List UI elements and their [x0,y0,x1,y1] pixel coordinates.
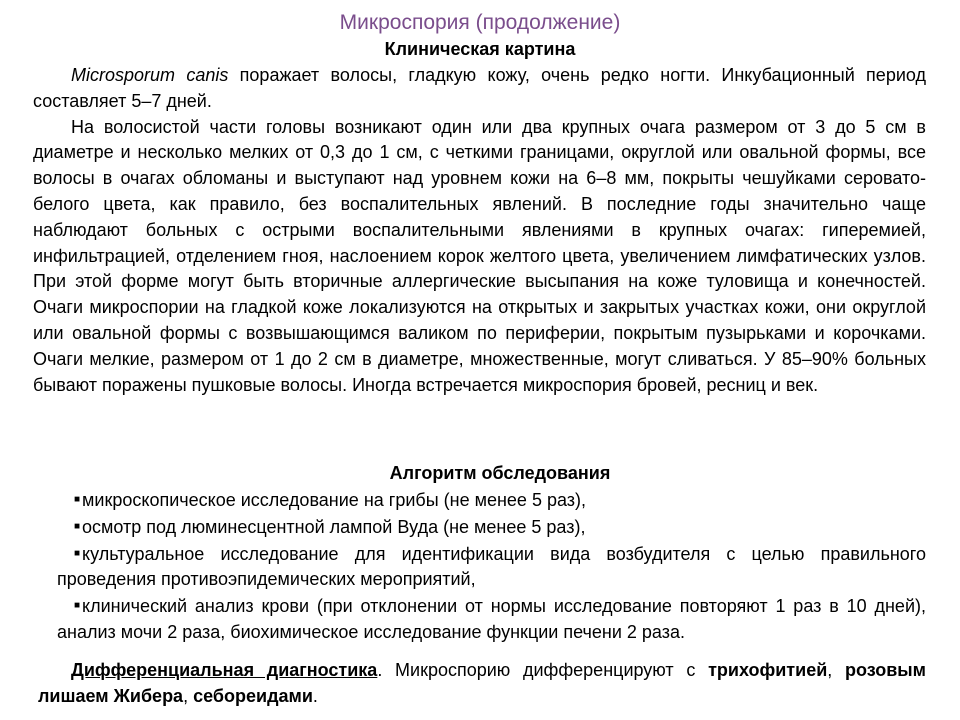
differential-diagnosis [38,657,926,709]
list-item-text: осмотр под люминесцентной лампой Вуда (не менее 5 раз), [82,516,586,537]
list-item-text: микроскопическое исследование на грибы (не менее 5 раз), [82,490,587,510]
list-item-text: клинический анализ крови (при отклонении от нормы исследование повторяют 1 раз в 10 дней), анализ мочи 2 раза, биохимическое исследование функции печени 2 раза. [57,596,926,642]
pathogen-name: Microsporum canis [71,65,229,85]
clinical-body [33,63,926,398]
list-item [57,514,926,541]
differential-text: . Микроспорию дифференцируют с [377,660,709,680]
clinical-paragraph-1-text: поражает волосы, гладкую кожу, очень редко ногти. Инкубационный период составляет 5–7 дней. [33,65,926,111]
differential-term-trichophytosis: трихофитией [708,660,828,680]
clinical-paragraph-1 [33,63,926,115]
list-item [57,593,926,646]
differential-end: . [312,686,318,706]
differential-term-seborrheids: себореидами [193,686,313,706]
algorithm-list [57,487,926,646]
square-bullet-icon: ■ [74,600,81,612]
square-bullet-icon: ■ [74,494,81,505]
differential-separator: , [827,660,845,680]
clinical-paragraph-2: На волосистой части головы возникают один или два крупных очага размером от 3 до 5 см в диаметре и несколько мелких от 0,3 до 1 см, с четкими границами, округлой или овальной формы, все волосы в очагах обломаны и выступают над уровнем кожи на 6–8 мм, покрыты чешуйками серовато-белого цвета, как правило, без воспалительных явлений. В последние годы значительно чаще наблюдают больных с острыми воспалительными явлениями в крупных очагах: гиперемией, инфильтрацией, отделением гноя, наслоением корок желтого цвета, увеличением лимфатических узлов. При этой форме могут быть вторичные аллергические высыпания на коже туловища и конечностей. Очаги микроспории на гладкой коже локализуются на открытых и закрытых участках кожи, они округлой или овальной формы с возвышающимся валиком по периферии, покрытым пузырьками и корочками. Очаги мелкие, размером от 1 до 2 см в диаметре, множественные, могут сливаться. У 85–90% больных бывают поражены пушковые волосы. Иногда встречается микроспория бровей, ресниц и век. [33,116,926,395]
slide-title: Микроспория (продолжение) [339,11,621,34]
differential-paragraph [38,657,926,709]
list-item [57,541,926,594]
square-bullet-icon: ■ [74,520,81,532]
differential-term-pityriasis-rosea: розовым лишаем Жибера [38,660,926,706]
algorithm-heading: Алгоритм обследования [389,463,611,483]
list-item-text: культуральное исследование для идентификации вида возбудителя с целью правильного проведения противоэпидемических мероприятий, [57,543,926,590]
differential-separator: , [183,686,194,706]
clinical-heading: Клиническая картина [384,39,576,59]
square-bullet-icon: ■ [74,547,81,559]
list-item [57,487,926,514]
differential-label: Дифференциальная диагностика [71,660,378,680]
